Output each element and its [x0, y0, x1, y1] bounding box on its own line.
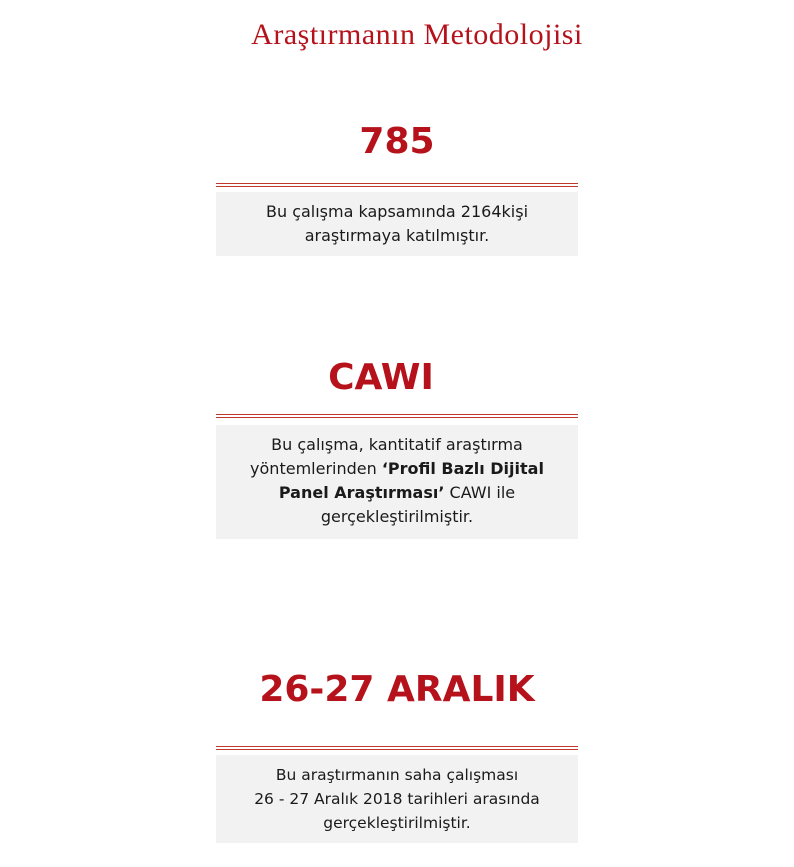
section-divider	[216, 746, 578, 750]
description-line	[224, 481, 570, 505]
description-bold-text: ‘Profil Bazlı Dijital	[381, 459, 544, 478]
method-stat: CAWI	[328, 357, 434, 398]
page-title: Araştırmanın Metodolojisi	[251, 18, 583, 51]
description-bold-text: Panel Araştırması’	[278, 483, 445, 502]
description-line: Bu çalışma, kantitatif araştırma	[271, 435, 523, 454]
description-text: CAWI ile	[444, 483, 516, 502]
section-divider	[216, 183, 578, 187]
description-line: Bu araştırmanın saha çalışması	[275, 766, 519, 784]
description-line: gerçekleştirilmiştir.	[320, 507, 474, 526]
description-text: yöntemlerinden	[250, 459, 382, 478]
fieldwork-date-description	[216, 755, 578, 843]
description-line: araştırmaya katılmıştır.	[304, 226, 490, 245]
description-line: Bu çalışma kapsamında 2164kişi	[265, 202, 529, 221]
description-line: 26 - 27 Aralık 2018 tarihleri arasında	[254, 790, 540, 808]
method-description	[216, 425, 578, 539]
participants-stat: 785	[359, 121, 435, 162]
section-divider	[216, 414, 578, 418]
fieldwork-date-stat: 26-27 ARALIK	[259, 669, 535, 710]
description-line: gerçekleştirilmiştir.	[323, 814, 471, 832]
description-line	[224, 457, 570, 481]
participants-description	[216, 192, 578, 256]
